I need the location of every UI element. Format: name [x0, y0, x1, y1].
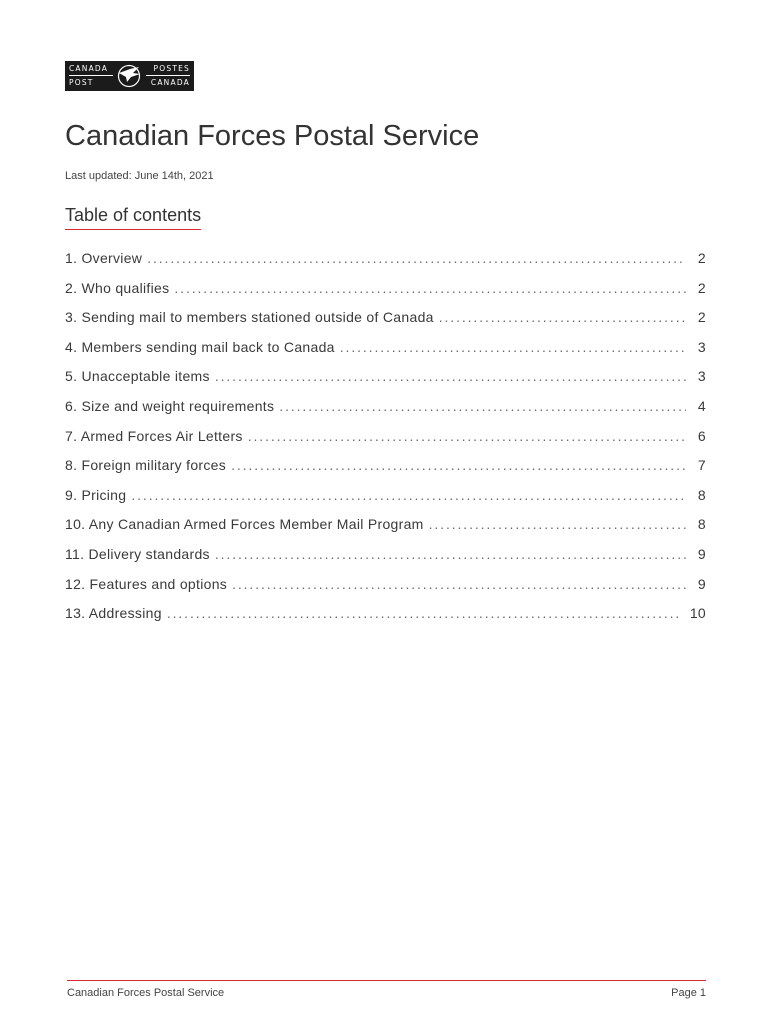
toc-dot-leader [232, 576, 686, 592]
toc-item-label: 8. Foreign military forces [65, 457, 227, 474]
toc-item-page: 2 [697, 250, 706, 266]
toc-item-who-qualifies[interactable] [65, 280, 706, 310]
toc-item-page: 2 [697, 279, 706, 296]
logo-divider-left [69, 75, 113, 76]
toc-dot-leader [215, 368, 686, 384]
toc-dot-leader [167, 605, 682, 621]
toc-dot-leader [174, 280, 686, 296]
logo-word-post: POST [69, 78, 94, 87]
toc-item-label: 4. Members sending mail back to Canada [65, 338, 335, 355]
toc-item-foreign-military[interactable] [65, 457, 706, 487]
toc-item-page: 2 [697, 309, 706, 326]
toc-item-sending-mail-outside[interactable] [65, 309, 706, 339]
toc-item-page: 7 [697, 457, 706, 474]
footer-page-number: Page 1 [671, 987, 706, 999]
toc-item-page: 10 [689, 605, 706, 622]
footer-document-title: Canadian Forces Postal Service [67, 987, 225, 999]
toc-dot-leader [231, 457, 686, 473]
toc-item-addressing[interactable] [65, 605, 706, 635]
toc-dot-leader [131, 487, 686, 503]
toc-item-label: 1. Overview [65, 250, 143, 266]
toc-item-page: 4 [697, 397, 706, 414]
toc-heading: Table of contents [65, 205, 201, 230]
toc-item-members-sending-back[interactable] [65, 339, 706, 369]
footer-divider [67, 980, 706, 981]
toc-item-page: 8 [697, 516, 706, 533]
toc-dot-leader [248, 428, 686, 444]
last-updated-text: Last updated: June 14th, 2021 [65, 170, 214, 182]
toc-item-label: 2. Who qualifies [65, 279, 170, 296]
toc-item-pricing[interactable] [65, 487, 706, 517]
logo-divider-right [146, 75, 190, 76]
toc-item-page: 9 [697, 575, 706, 592]
toc-list [65, 250, 706, 635]
toc-item-overview[interactable] [65, 250, 706, 280]
toc-item-label: 12. Features and options [65, 575, 228, 592]
canada-post-logo [65, 61, 194, 91]
toc-item-delivery-standards[interactable] [65, 546, 706, 576]
toc-item-page: 8 [697, 486, 706, 503]
toc-dot-leader [429, 516, 686, 532]
toc-item-label: 9. Pricing [65, 486, 127, 503]
toc-item-label: 11. Delivery standards [65, 545, 210, 562]
logo-word-canada: CANADA [69, 64, 109, 73]
toc-item-label: 13. Addressing [65, 605, 162, 622]
toc-item-label: 6. Size and weight requirements [65, 397, 275, 414]
toc-item-label: 5. Unacceptable items [65, 368, 210, 385]
toc-item-unacceptable-items[interactable] [65, 368, 706, 398]
toc-item-label: 10. Any Canadian Armed Forces Member Mail Program [65, 516, 424, 533]
toc-dot-leader [147, 250, 686, 266]
toc-dot-leader [279, 398, 686, 414]
toc-item-air-letters[interactable] [65, 428, 706, 458]
logo-word-postes: POSTES [153, 64, 190, 73]
toc-item-page: 3 [697, 368, 706, 385]
toc-item-page: 6 [697, 427, 706, 444]
logo-word-canada-fr: CANADA [150, 78, 190, 87]
toc-dot-leader [215, 546, 686, 562]
page-title: Canadian Forces Postal Service [65, 120, 480, 152]
toc-item-page: 3 [697, 338, 706, 355]
toc-item-label: 7. Armed Forces Air Letters [65, 427, 243, 444]
toc-dot-leader [439, 309, 686, 325]
toc-dot-leader [340, 339, 686, 355]
toc-item-features-options[interactable] [65, 576, 706, 606]
toc-item-size-weight[interactable] [65, 398, 706, 428]
toc-item-member-mail-program[interactable] [65, 516, 706, 546]
toc-item-label: 3. Sending mail to members stationed outside of Canada [65, 309, 434, 326]
toc-item-page: 9 [697, 545, 706, 562]
eagle-emblem-icon [115, 63, 143, 89]
